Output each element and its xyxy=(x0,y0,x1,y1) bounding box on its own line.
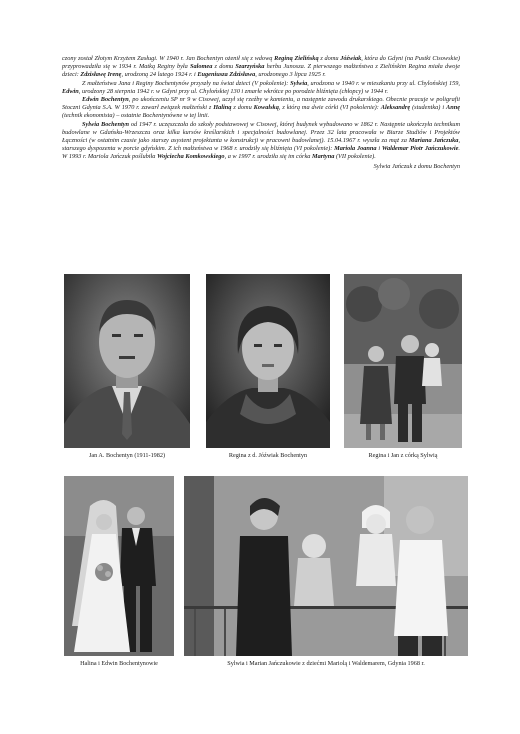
caption-photo-5: Sylwia i Marian Jańczukowie z dziećmi Mariolą i Waldemarem, Gdynia 1968 r. xyxy=(227,660,425,667)
caption-photo-4: Halina i Edwin Bochentynowie xyxy=(80,660,158,667)
text-run: , urodzoną 24 lutego 1924 r. i xyxy=(121,71,198,79)
bold-name: Waldemar Piotr Jańczukowie xyxy=(381,145,459,153)
text-run: (VII pokolenie). xyxy=(334,153,376,161)
bold-name: Edwin Bochentyn xyxy=(82,96,129,104)
text-run: herbu Junosza. Z pierwszego małżeństwa z Zielińskim Regina miała dwoje dzieci: xyxy=(62,63,460,79)
text-run: , urodzony 28 sierpnia 1942 r. w Gdyni przy ul. Chylońskiej 130 i zmarłe wkrótce po porodzie bliźnięta (chłopcy) w 1944 r. xyxy=(78,87,389,95)
paragraph-1 xyxy=(62,55,460,80)
text-run: . W 1993 r. Mariola Jańczuk poślubiła xyxy=(62,145,460,161)
bold-name: Szarzyńska xyxy=(235,63,265,71)
portrait-woman-photo xyxy=(206,274,330,448)
bold-name: Reginą Zielińską xyxy=(274,55,319,62)
text-run: z domu xyxy=(318,55,341,62)
family-with-twins-photo xyxy=(184,476,468,656)
bold-name: Kowalską xyxy=(253,104,279,112)
text-run: , po ukończeniu SP nr 9 w Cisowej, uczył się rzeźby w kamieniu, a następnie zawodu drukarskiego. Obecnie pracuje w poligrafii Stoczni Gdynia S.A. W 1970 r. zawarł związek małżeński z xyxy=(62,96,460,112)
text-run: , urodzona w 1940 r. w mieszkaniu przy ul. Chylońskiej 159, xyxy=(307,79,460,87)
text-run: od 1947 r. uczęszczała do szkoły podstawowej w Cisowej, której budynek wybudowano w 1862 r. Następnie ukończyła technikum budowlane w Gdańsku-Wrzeszczu oraz kilka kursów kreślarskich i specjalności budowlanej. Przez 32 lata pracowała w Biurze Studiów i Projektów Łączności (w ostatnim czasie jako starszy asystent projektanta w konstrukcji w pracowni budowlanej). 15.04.1967 r. wyszła za mąż za xyxy=(62,120,460,145)
signature: Sylwia Jańczuk z domu Bochentyn xyxy=(373,162,460,170)
bold-name: Mariola Joanna xyxy=(334,145,377,153)
bold-name: Sylwia Bochentyn xyxy=(82,120,130,128)
family-in-garden-photo xyxy=(344,274,462,448)
bold-name: Mariana Jańczuka xyxy=(408,137,459,145)
text-run: , która do Gdyni (na Pustki Cisowskie) przyprowadziła się w 1934 r. Matką Reginy była xyxy=(62,55,460,71)
bold-name: Martyna xyxy=(311,153,335,161)
text-run: Z małżeństwa Jana i Reginy Bochentynów przyszły na świat dzieci (V pokolenie): xyxy=(82,79,291,87)
text-run: z domu xyxy=(212,63,236,71)
text-run: , z którą ma dwie córki (VI pokolenie): xyxy=(278,104,381,112)
text-run: i xyxy=(376,145,382,153)
bold-name: Sylwia xyxy=(290,79,308,87)
text-run: , a w 1997 r. urodziła się im córka xyxy=(224,153,312,161)
bold-name: Jóźwiak xyxy=(340,55,362,62)
bold-name: Annę xyxy=(446,104,460,112)
caption-photo-2: Regina z d. Jóźwiak Bochentyn xyxy=(228,452,308,459)
text-run: z domu xyxy=(231,104,254,112)
caption-photo-1: Jan A. Bochentyn (1911-1982) xyxy=(88,452,166,459)
portrait-man-photo xyxy=(64,274,190,448)
bold-name: Edwin xyxy=(62,87,79,95)
text-run: (technik ekonomista) – ostatnie Bochentynówne w tej linii. xyxy=(62,112,210,120)
body-text xyxy=(62,55,460,171)
paragraph-2 xyxy=(62,80,460,96)
bold-name: Aleksandrę xyxy=(380,104,411,112)
bold-name: Salomea xyxy=(189,63,213,71)
text-run: (studentka) i xyxy=(410,104,446,112)
bold-name: Haliną xyxy=(213,104,232,112)
text-run: , starszego dyspozenta w porcie gdyńskim. Z ich małżeństwa w 1968 r. urodziły się bliźnięta (VI pokolenie): xyxy=(62,137,461,153)
bold-name: Wojciecha Komkowskiego xyxy=(156,153,225,161)
paragraph-4 xyxy=(62,121,460,162)
wedding-couple-photo xyxy=(64,476,174,656)
text-run: , urodzonego 3 lipca 1925 r. xyxy=(255,71,326,79)
caption-photo-3: Regina i Jan z córką Sylwią xyxy=(368,452,438,459)
text-run: czony został Złotym Krzyżem Zasługi. W 1940 r. Jan Bochentyn ożenił się z wdową xyxy=(62,55,275,62)
bold-name: Eugeniusza Zdzisława xyxy=(197,71,256,79)
paragraph-3 xyxy=(62,96,460,121)
bold-name: Zdzisławę Irenę xyxy=(80,71,122,79)
